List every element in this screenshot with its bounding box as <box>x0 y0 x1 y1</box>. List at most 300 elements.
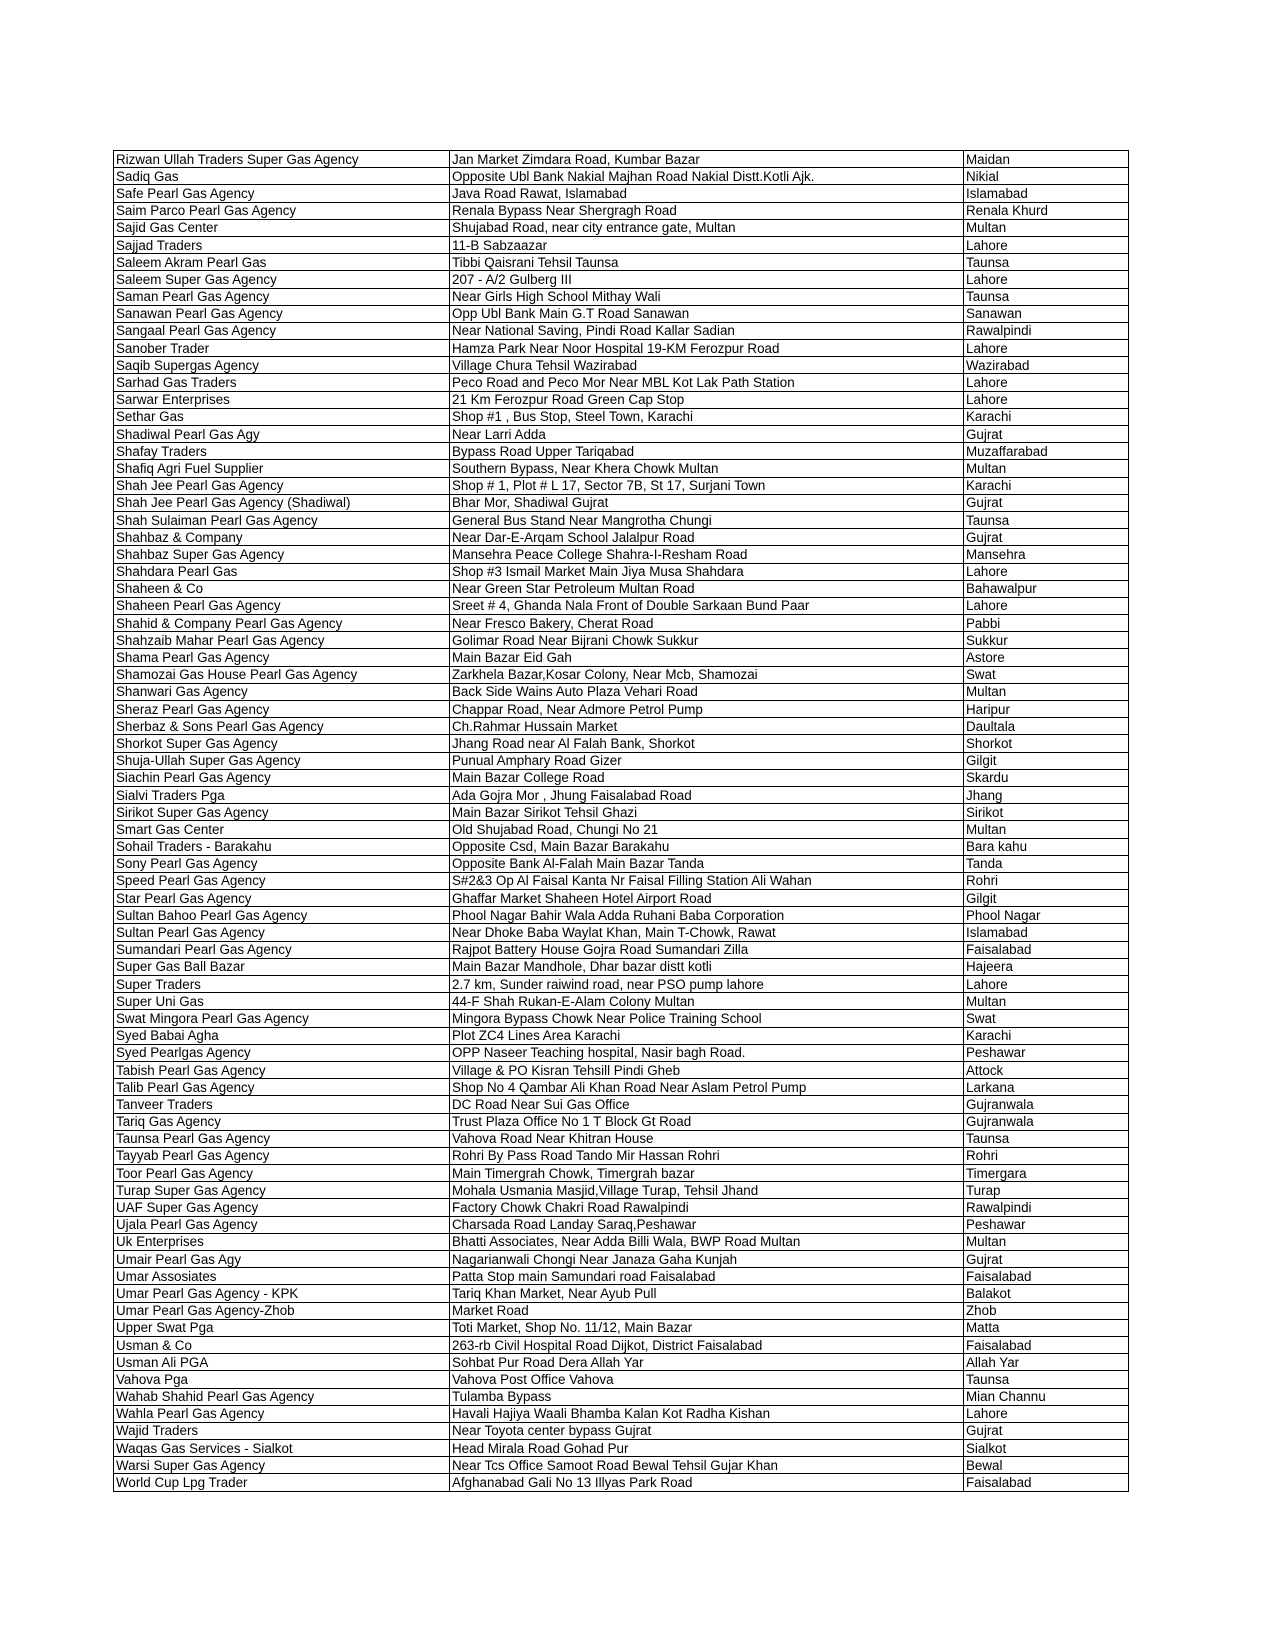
dealer-address-cell: 207 - A/2 Gulberg III <box>450 271 964 288</box>
dealer-name-cell: Talib Pearl Gas Agency <box>114 1079 450 1096</box>
dealer-address-cell: 2.7 km, Sunder raiwind road, near PSO pump lahore <box>450 976 964 993</box>
dealer-address-cell: Patta Stop main Samundari road Faisalabad <box>450 1268 964 1285</box>
dealer-address-cell: Plot ZC4 Lines Area Karachi <box>450 1027 964 1044</box>
dealer-city-cell: Multan <box>964 821 1129 838</box>
dealer-city-cell: Bewal <box>964 1457 1129 1474</box>
table-row <box>114 976 1129 993</box>
dealer-address-cell: Nagarianwali Chongi Near Janaza Gaha Kunjah <box>450 1251 964 1268</box>
dealer-name-cell: Saleem Super Gas Agency <box>114 271 450 288</box>
dealer-name-cell: Shamozai Gas House Pearl Gas Agency <box>114 666 450 683</box>
table-row <box>114 236 1129 253</box>
dealer-name-cell: Saman Pearl Gas Agency <box>114 288 450 305</box>
table-row <box>114 322 1129 339</box>
dealer-address-cell: Java Road Rawat, Islamabad <box>450 185 964 202</box>
dealer-city-cell: Gujrat <box>964 1422 1129 1439</box>
dealer-city-cell: Taunsa <box>964 288 1129 305</box>
dealer-name-cell: Sherbaz & Sons Pearl Gas Agency <box>114 718 450 735</box>
dealer-name-cell: Tayyab Pearl Gas Agency <box>114 1147 450 1164</box>
dealer-name-cell: Rizwan Ullah Traders Super Gas Agency <box>114 151 450 168</box>
dealer-address-cell: Phool Nagar Bahir Wala Adda Ruhani Baba Corporation <box>450 907 964 924</box>
dealer-address-cell: Shop #1 , Bus Stop, Steel Town, Karachi <box>450 408 964 425</box>
dealer-city-cell: Haripur <box>964 701 1129 718</box>
dealer-address-cell: Renala Bypass Near Shergragh Road <box>450 202 964 219</box>
dealer-city-cell: Gujrat <box>964 426 1129 443</box>
dealer-city-cell: Taunsa <box>964 1371 1129 1388</box>
table-row <box>114 615 1129 632</box>
dealer-city-cell: Bara kahu <box>964 838 1129 855</box>
dealer-address-cell: Factory Chowk Chakri Road Rawalpindi <box>450 1199 964 1216</box>
dealer-city-cell: Multan <box>964 460 1129 477</box>
dealer-address-cell: Bhar Mor, Shadiwal Gujrat <box>450 494 964 511</box>
table-row <box>114 271 1129 288</box>
dealer-address-cell: Charsada Road Landay Saraq,Peshawar <box>450 1216 964 1233</box>
dealer-city-cell: Islamabad <box>964 924 1129 941</box>
table-row <box>114 477 1129 494</box>
dealer-name-cell: Sialvi Traders Pga <box>114 786 450 803</box>
dealer-name-cell: Saqib Supergas Agency <box>114 357 450 374</box>
dealer-city-cell: Turap <box>964 1182 1129 1199</box>
table-row <box>114 1405 1129 1422</box>
dealer-city-cell: Matta <box>964 1319 1129 1336</box>
dealer-city-cell: Bahawalpur <box>964 580 1129 597</box>
dealer-name-cell: Tabish Pearl Gas Agency <box>114 1061 450 1078</box>
table-row <box>114 632 1129 649</box>
dealer-address-cell: Zarkhela Bazar,Kosar Colony, Near Mcb, Shamozai <box>450 666 964 683</box>
dealer-city-cell: Taunsa <box>964 511 1129 528</box>
dealer-city-cell: Lahore <box>964 563 1129 580</box>
dealer-city-cell: Balakot <box>964 1285 1129 1302</box>
dealer-table <box>113 150 1129 1492</box>
table-row <box>114 563 1129 580</box>
dealer-address-cell: Main Bazar Eid Gah <box>450 649 964 666</box>
dealer-address-cell: 263-rb Civil Hospital Road Dijkot, District Faisalabad <box>450 1336 964 1353</box>
dealer-city-cell: Multan <box>964 1233 1129 1250</box>
table-row <box>114 597 1129 614</box>
dealer-address-cell: 44-F Shah Rukan-E-Alam Colony Multan <box>450 993 964 1010</box>
dealer-address-cell: Southern Bypass, Near Khera Chowk Multan <box>450 460 964 477</box>
table-row <box>114 546 1129 563</box>
dealer-name-cell: Shaheen Pearl Gas Agency <box>114 597 450 614</box>
table-row <box>114 357 1129 374</box>
dealer-name-cell: Shafay Traders <box>114 443 450 460</box>
dealer-city-cell: Mansehra <box>964 546 1129 563</box>
dealer-name-cell: Super Uni Gas <box>114 993 450 1010</box>
table-row <box>114 804 1129 821</box>
table-row <box>114 838 1129 855</box>
table-row <box>114 683 1129 700</box>
table-row <box>114 511 1129 528</box>
table-row <box>114 1113 1129 1130</box>
dealer-name-cell: Sanawan Pearl Gas Agency <box>114 305 450 322</box>
dealer-address-cell: Mohala Usmania Masjid,Village Turap, Tehsil Jhand <box>450 1182 964 1199</box>
dealer-name-cell: UAF Super Gas Agency <box>114 1199 450 1216</box>
dealer-name-cell: Shahbaz Super Gas Agency <box>114 546 450 563</box>
dealer-address-cell: Near Fresco Bakery, Cherat Road <box>450 615 964 632</box>
dealer-name-cell: Swat Mingora Pearl Gas Agency <box>114 1010 450 1027</box>
dealer-city-cell: Daultala <box>964 718 1129 735</box>
dealer-address-cell: Bypass Road Upper Tariqabad <box>450 443 964 460</box>
dealer-city-cell: Gujrat <box>964 529 1129 546</box>
dealer-address-cell: Shop # 1, Plot # L 17, Sector 7B, St 17, Surjani Town <box>450 477 964 494</box>
dealer-name-cell: Syed Babai Agha <box>114 1027 450 1044</box>
table-row <box>114 460 1129 477</box>
table-row <box>114 890 1129 907</box>
dealer-address-cell: Market Road <box>450 1302 964 1319</box>
dealer-address-cell: Tulamba Bypass <box>450 1388 964 1405</box>
dealer-address-cell: Shop No 4 Qambar Ali Khan Road Near Aslam Petrol Pump <box>450 1079 964 1096</box>
dealer-name-cell: Tanveer Traders <box>114 1096 450 1113</box>
dealer-name-cell: Super Gas Ball Bazar <box>114 958 450 975</box>
table-row <box>114 254 1129 271</box>
dealer-city-cell: Lahore <box>964 1405 1129 1422</box>
dealer-name-cell: Shorkot Super Gas Agency <box>114 735 450 752</box>
table-row <box>114 202 1129 219</box>
dealer-city-cell: Gujrat <box>964 1251 1129 1268</box>
dealer-name-cell: Upper Swat Pga <box>114 1319 450 1336</box>
dealer-name-cell: Sultan Pearl Gas Agency <box>114 924 450 941</box>
dealer-city-cell: Sukkur <box>964 632 1129 649</box>
dealer-city-cell: Faisalabad <box>964 1268 1129 1285</box>
dealer-name-cell: Umar Pearl Gas Agency - KPK <box>114 1285 450 1302</box>
table-row <box>114 735 1129 752</box>
dealer-list-sheet <box>113 150 1129 1492</box>
table-row <box>114 494 1129 511</box>
table-row <box>114 769 1129 786</box>
dealer-address-cell: Mingora Bypass Chowk Near Police Training School <box>450 1010 964 1027</box>
table-row <box>114 1302 1129 1319</box>
table-row <box>114 529 1129 546</box>
dealer-city-cell: Karachi <box>964 477 1129 494</box>
dealer-name-cell: Uk Enterprises <box>114 1233 450 1250</box>
dealer-city-cell: Swat <box>964 1010 1129 1027</box>
table-row <box>114 219 1129 236</box>
table-row <box>114 288 1129 305</box>
table-row <box>114 821 1129 838</box>
dealer-address-cell: Opposite Ubl Bank Nakial Majhan Road Nakial Distt.Kotli Ajk. <box>450 168 964 185</box>
table-row <box>114 1440 1129 1457</box>
dealer-address-cell: Near Larri Adda <box>450 426 964 443</box>
dealer-name-cell: Sohail Traders - Barakahu <box>114 838 450 855</box>
dealer-address-cell: Rajpot Battery House Gojra Road Sumandari Zilla <box>450 941 964 958</box>
table-row <box>114 1319 1129 1336</box>
dealer-name-cell: Wajid Traders <box>114 1422 450 1439</box>
dealer-name-cell: Shahzaib Mahar Pearl Gas Agency <box>114 632 450 649</box>
dealer-name-cell: Safe Pearl Gas Agency <box>114 185 450 202</box>
table-row <box>114 1182 1129 1199</box>
dealer-city-cell: Tanda <box>964 855 1129 872</box>
dealer-address-cell: Sreet # 4, Ghanda Nala Front of Double Sarkaan Bund Paar <box>450 597 964 614</box>
table-row <box>114 1388 1129 1405</box>
dealer-city-cell: Karachi <box>964 408 1129 425</box>
dealer-address-cell: Main Bazar College Road <box>450 769 964 786</box>
table-row <box>114 752 1129 769</box>
dealer-address-cell: Rohri By Pass Road Tando Mir Hassan Rohri <box>450 1147 964 1164</box>
dealer-address-cell: Village & PO Kisran Tehsill Pindi Gheb <box>450 1061 964 1078</box>
table-row <box>114 718 1129 735</box>
table-row <box>114 305 1129 322</box>
dealer-city-cell: Attock <box>964 1061 1129 1078</box>
dealer-name-cell: Shaheen & Co <box>114 580 450 597</box>
dealer-address-cell: Near Dhoke Baba Waylat Khan, Main T-Chowk, Rawat <box>450 924 964 941</box>
dealer-name-cell: Speed Pearl Gas Agency <box>114 872 450 889</box>
dealer-city-cell: Zhob <box>964 1302 1129 1319</box>
dealer-name-cell: Sarhad Gas Traders <box>114 374 450 391</box>
dealer-address-cell: Near Tcs Office Samoot Road Bewal Tehsil Gujar Khan <box>450 1457 964 1474</box>
dealer-city-cell: Karachi <box>964 1027 1129 1044</box>
dealer-address-cell: Mansehra Peace College Shahra-I-Resham Road <box>450 546 964 563</box>
table-row <box>114 786 1129 803</box>
dealer-address-cell: Main Bazar Sirikot Tehsil Ghazi <box>450 804 964 821</box>
dealer-name-cell: Turap Super Gas Agency <box>114 1182 450 1199</box>
dealer-city-cell: Renala Khurd <box>964 202 1129 219</box>
dealer-city-cell: Wazirabad <box>964 357 1129 374</box>
table-row <box>114 907 1129 924</box>
dealer-address-cell: Main Timergrah Chowk, Timergrah bazar <box>450 1165 964 1182</box>
table-row <box>114 941 1129 958</box>
dealer-address-cell: Bhatti Associates, Near Adda Billi Wala, BWP Road Multan <box>450 1233 964 1250</box>
dealer-address-cell: Toti Market, Shop No. 11/12, Main Bazar <box>450 1319 964 1336</box>
dealer-address-cell: Peco Road and Peco Mor Near MBL Kot Lak Path Station <box>450 374 964 391</box>
table-row <box>114 1474 1129 1491</box>
dealer-address-cell: Main Bazar Mandhole, Dhar bazar distt kotli <box>450 958 964 975</box>
dealer-address-cell: Shop #3 Ismail Market Main Jiya Musa Shahdara <box>450 563 964 580</box>
dealer-address-cell: Ada Gojra Mor , Jhung Faisalabad Road <box>450 786 964 803</box>
dealer-address-cell: Tibbi Qaisrani Tehsil Taunsa <box>450 254 964 271</box>
dealer-city-cell: Multan <box>964 683 1129 700</box>
dealer-address-cell: Trust Plaza Office No 1 T Block Gt Road <box>450 1113 964 1130</box>
table-row <box>114 855 1129 872</box>
dealer-name-cell: Shanwari Gas Agency <box>114 683 450 700</box>
dealer-city-cell: Peshawar <box>964 1044 1129 1061</box>
dealer-address-cell: Ghaffar Market Shaheen Hotel Airport Road <box>450 890 964 907</box>
dealer-name-cell: Sajid Gas Center <box>114 219 450 236</box>
dealer-city-cell: Multan <box>964 993 1129 1010</box>
dealer-name-cell: Sanober Trader <box>114 340 450 357</box>
dealer-address-cell: Opposite Bank Al-Falah Main Bazar Tanda <box>450 855 964 872</box>
dealer-name-cell: Sethar Gas <box>114 408 450 425</box>
dealer-city-cell: Taunsa <box>964 254 1129 271</box>
table-row <box>114 151 1129 168</box>
dealer-name-cell: Shah Jee Pearl Gas Agency <box>114 477 450 494</box>
dealer-city-cell: Rawalpindi <box>964 1199 1129 1216</box>
dealer-name-cell: Warsi Super Gas Agency <box>114 1457 450 1474</box>
table-row <box>114 443 1129 460</box>
dealer-address-cell: Sohbat Pur Road Dera Allah Yar <box>450 1354 964 1371</box>
dealer-name-cell: Wahab Shahid Pearl Gas Agency <box>114 1388 450 1405</box>
dealer-address-cell: Jhang Road near Al Falah Bank, Shorkot <box>450 735 964 752</box>
dealer-city-cell: Gujrat <box>964 494 1129 511</box>
dealer-name-cell: Super Traders <box>114 976 450 993</box>
dealer-city-cell: Phool Nagar <box>964 907 1129 924</box>
dealer-name-cell: Umar Pearl Gas Agency-Zhob <box>114 1302 450 1319</box>
table-row <box>114 168 1129 185</box>
dealer-address-cell: Punual Amphary Road Gizer <box>450 752 964 769</box>
table-row <box>114 649 1129 666</box>
table-row <box>114 580 1129 597</box>
dealer-city-cell: Faisalabad <box>964 1474 1129 1491</box>
dealer-city-cell: Peshawar <box>964 1216 1129 1233</box>
dealer-address-cell: Hamza Park Near Noor Hospital 19-KM Ferozpur Road <box>450 340 964 357</box>
table-row <box>114 1371 1129 1388</box>
dealer-city-cell: Swat <box>964 666 1129 683</box>
table-row <box>114 1130 1129 1147</box>
dealer-name-cell: Sumandari Pearl Gas Agency <box>114 941 450 958</box>
dealer-address-cell: 21 Km Ferozpur Road Green Cap Stop <box>450 391 964 408</box>
dealer-address-cell: Near Green Star Petroleum Multan Road <box>450 580 964 597</box>
dealer-address-cell: Havali Hajiya Waali Bhamba Kalan Kot Radha Kishan <box>450 1405 964 1422</box>
dealer-address-cell: Chappar Road, Near Admore Petrol Pump <box>450 701 964 718</box>
dealer-city-cell: Gilgit <box>964 752 1129 769</box>
dealer-name-cell: Siachin Pearl Gas Agency <box>114 769 450 786</box>
table-row <box>114 1165 1129 1182</box>
dealer-address-cell: Opposite Csd, Main Bazar Barakahu <box>450 838 964 855</box>
dealer-name-cell: Sangaal Pearl Gas Agency <box>114 322 450 339</box>
dealer-name-cell: Shafiq Agri Fuel Supplier <box>114 460 450 477</box>
table-row <box>114 924 1129 941</box>
dealer-city-cell: Gujranwala <box>964 1113 1129 1130</box>
table-row <box>114 426 1129 443</box>
dealer-city-cell: Rawalpindi <box>964 322 1129 339</box>
dealer-name-cell: Umar Assosiates <box>114 1268 450 1285</box>
table-row <box>114 701 1129 718</box>
dealer-address-cell: Golimar Road Near Bijrani Chowk Sukkur <box>450 632 964 649</box>
table-row <box>114 408 1129 425</box>
dealer-city-cell: Taunsa <box>964 1130 1129 1147</box>
table-row <box>114 993 1129 1010</box>
dealer-address-cell: Near Girls High School Mithay Wali <box>450 288 964 305</box>
dealer-city-cell: Faisalabad <box>964 1336 1129 1353</box>
table-row <box>114 1251 1129 1268</box>
table-row <box>114 1268 1129 1285</box>
dealer-city-cell: Jhang <box>964 786 1129 803</box>
dealer-name-cell: Sony Pearl Gas Agency <box>114 855 450 872</box>
dealer-city-cell: Larkana <box>964 1079 1129 1096</box>
dealer-city-cell: Lahore <box>964 236 1129 253</box>
dealer-address-cell: S#2&3 Op Al Faisal Kanta Nr Faisal Filling Station Ali Wahan <box>450 872 964 889</box>
dealer-city-cell: Rohri <box>964 872 1129 889</box>
dealer-address-cell: OPP Naseer Teaching hospital, Nasir bagh Road. <box>450 1044 964 1061</box>
dealer-address-cell: Jan Market Zimdara Road, Kumbar Bazar <box>450 151 964 168</box>
dealer-address-cell: Near Dar-E-Arqam School Jalalpur Road <box>450 529 964 546</box>
dealer-name-cell: Saleem Akram Pearl Gas <box>114 254 450 271</box>
table-row <box>114 340 1129 357</box>
dealer-city-cell: Hajeera <box>964 958 1129 975</box>
dealer-address-cell: Back Side Wains Auto Plaza Vehari Road <box>450 683 964 700</box>
dealer-city-cell: Allah Yar <box>964 1354 1129 1371</box>
dealer-name-cell: Taunsa Pearl Gas Agency <box>114 1130 450 1147</box>
dealer-address-cell: DC Road Near Sui Gas Office <box>450 1096 964 1113</box>
table-row <box>114 1061 1129 1078</box>
dealer-city-cell: Mian Channu <box>964 1388 1129 1405</box>
dealer-name-cell: Waqas Gas Services - Sialkot <box>114 1440 450 1457</box>
dealer-city-cell: Astore <box>964 649 1129 666</box>
dealer-city-cell: Sanawan <box>964 305 1129 322</box>
dealer-name-cell: Shahdara Pearl Gas <box>114 563 450 580</box>
dealer-city-cell: Rohri <box>964 1147 1129 1164</box>
dealer-address-cell: Near National Saving, Pindi Road Kallar Sadian <box>450 322 964 339</box>
dealer-name-cell: Syed Pearlgas Agency <box>114 1044 450 1061</box>
dealer-name-cell: Umair Pearl Gas Agy <box>114 1251 450 1268</box>
dealer-city-cell: Lahore <box>964 391 1129 408</box>
dealer-name-cell: Sheraz Pearl Gas Agency <box>114 701 450 718</box>
dealer-city-cell: Faisalabad <box>964 941 1129 958</box>
dealer-city-cell: Nikial <box>964 168 1129 185</box>
dealer-name-cell: Shahbaz & Company <box>114 529 450 546</box>
dealer-name-cell: World Cup Lpg Trader <box>114 1474 450 1491</box>
dealer-city-cell: Sirikot <box>964 804 1129 821</box>
dealer-address-cell: Vahova Post Office Vahova <box>450 1371 964 1388</box>
dealer-city-cell: Muzaffarabad <box>964 443 1129 460</box>
table-row <box>114 1354 1129 1371</box>
dealer-city-cell: Gilgit <box>964 890 1129 907</box>
dealer-address-cell: Shujabad Road, near city entrance gate, Multan <box>450 219 964 236</box>
dealer-city-cell: Pabbi <box>964 615 1129 632</box>
dealer-city-cell: Sialkot <box>964 1440 1129 1457</box>
table-row <box>114 1457 1129 1474</box>
dealer-address-cell: Vahova Road Near Khitran House <box>450 1130 964 1147</box>
table-row <box>114 958 1129 975</box>
dealer-name-cell: Tariq Gas Agency <box>114 1113 450 1130</box>
dealer-city-cell: Lahore <box>964 976 1129 993</box>
dealer-city-cell: Lahore <box>964 597 1129 614</box>
table-row <box>114 1010 1129 1027</box>
dealer-city-cell: Multan <box>964 219 1129 236</box>
table-row <box>114 1096 1129 1113</box>
table-row <box>114 1336 1129 1353</box>
dealer-name-cell: Smart Gas Center <box>114 821 450 838</box>
dealer-name-cell: Shahid & Company Pearl Gas Agency <box>114 615 450 632</box>
dealer-name-cell: Usman & Co <box>114 1336 450 1353</box>
dealer-table-body <box>114 151 1129 1492</box>
dealer-name-cell: Sadiq Gas <box>114 168 450 185</box>
dealer-city-cell: Skardu <box>964 769 1129 786</box>
dealer-name-cell: Toor Pearl Gas Agency <box>114 1165 450 1182</box>
dealer-name-cell: Sarwar Enterprises <box>114 391 450 408</box>
dealer-city-cell: Gujranwala <box>964 1096 1129 1113</box>
table-row <box>114 872 1129 889</box>
table-row <box>114 1422 1129 1439</box>
table-row <box>114 391 1129 408</box>
dealer-name-cell: Shah Sulaiman Pearl Gas Agency <box>114 511 450 528</box>
dealer-name-cell: Shadiwal Pearl Gas Agy <box>114 426 450 443</box>
dealer-city-cell: Timergara <box>964 1165 1129 1182</box>
dealer-name-cell: Shama Pearl Gas Agency <box>114 649 450 666</box>
table-row <box>114 1199 1129 1216</box>
dealer-name-cell: Shuja-Ullah Super Gas Agency <box>114 752 450 769</box>
dealer-address-cell: 11-B Sabzaazar <box>450 236 964 253</box>
table-row <box>114 1147 1129 1164</box>
dealer-address-cell: Ch.Rahmar Hussain Market <box>450 718 964 735</box>
table-row <box>114 1285 1129 1302</box>
dealer-address-cell: Near Toyota center bypass Gujrat <box>450 1422 964 1439</box>
table-row <box>114 1027 1129 1044</box>
dealer-name-cell: Ujala Pearl Gas Agency <box>114 1216 450 1233</box>
dealer-name-cell: Sirikot Super Gas Agency <box>114 804 450 821</box>
dealer-name-cell: Sultan Bahoo Pearl Gas Agency <box>114 907 450 924</box>
table-row <box>114 1233 1129 1250</box>
dealer-address-cell: Village Chura Tehsil Wazirabad <box>450 357 964 374</box>
dealer-city-cell: Islamabad <box>964 185 1129 202</box>
dealer-name-cell: Usman Ali PGA <box>114 1354 450 1371</box>
dealer-address-cell: Tariq Khan Market, Near Ayub Pull <box>450 1285 964 1302</box>
table-row <box>114 1044 1129 1061</box>
dealer-name-cell: Star Pearl Gas Agency <box>114 890 450 907</box>
dealer-name-cell: Sajjad Traders <box>114 236 450 253</box>
dealer-address-cell: Old Shujabad Road, Chungi No 21 <box>450 821 964 838</box>
table-row <box>114 185 1129 202</box>
dealer-name-cell: Wahla Pearl Gas Agency <box>114 1405 450 1422</box>
dealer-city-cell: Lahore <box>964 271 1129 288</box>
